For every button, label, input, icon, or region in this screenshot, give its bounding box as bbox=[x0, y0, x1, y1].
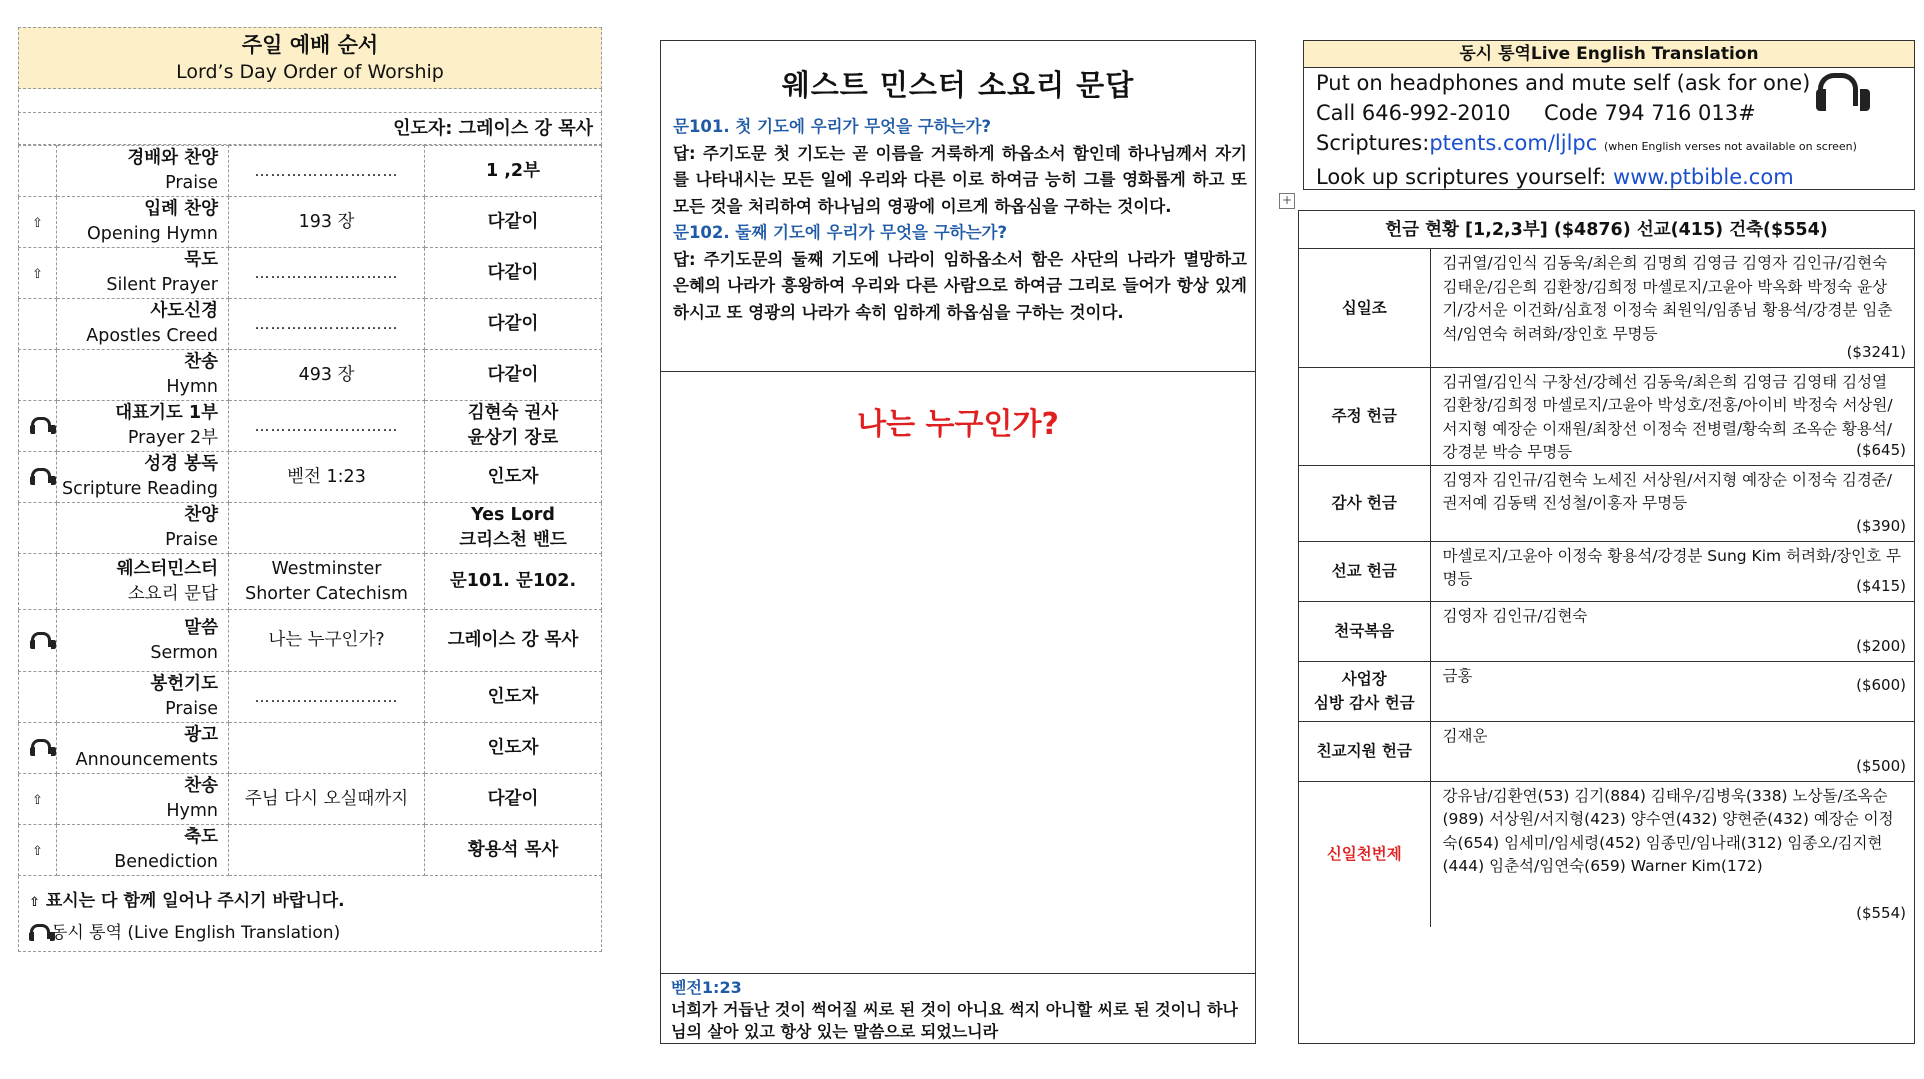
order-item-name: 웨스터민스터 소요리 문답 bbox=[57, 554, 229, 610]
order-icon-cell bbox=[19, 299, 57, 350]
catechism-qa bbox=[661, 104, 1255, 326]
order-item-name: 대표기도 1부 Prayer 2부 bbox=[57, 401, 229, 452]
order-row bbox=[19, 299, 602, 350]
offering-amount: ($600) bbox=[1856, 675, 1906, 694]
order-item-detail: 벧전 1:23 bbox=[229, 452, 425, 503]
order-item-name: 말씀 Sermon bbox=[57, 610, 229, 672]
offering-amount: ($500) bbox=[1856, 757, 1906, 775]
order-icon-cell bbox=[19, 197, 57, 248]
order-row bbox=[19, 774, 602, 825]
offering-names: 김영자 김인규/김현숙 ($200) bbox=[1430, 601, 1914, 661]
offering-row bbox=[1299, 465, 1914, 541]
order-row bbox=[19, 197, 602, 248]
order-icon-cell bbox=[19, 723, 57, 774]
order-icon-cell bbox=[19, 503, 57, 554]
offering-category: 십일조 bbox=[1299, 249, 1430, 367]
order-row bbox=[19, 503, 602, 554]
translation-call: Call 646-992-2010 Code 794 716 013# bbox=[1316, 101, 1756, 125]
order-item-leader: 다같이 bbox=[425, 774, 602, 825]
offering-amount: ($645) bbox=[1856, 441, 1906, 459]
table-move-handle-icon[interactable]: + bbox=[1279, 193, 1295, 209]
order-row bbox=[19, 825, 602, 876]
offering-header: 헌금 현황 [1,2,3부] ($4876) 선교(415) 건축($554) bbox=[1299, 211, 1914, 249]
offering-names: 김재운 ($500) bbox=[1430, 721, 1914, 781]
order-item-detail bbox=[229, 825, 425, 876]
order-item-leader: 다같이 bbox=[425, 350, 602, 401]
translation-box bbox=[1303, 40, 1915, 190]
question-102: 문102. 둘째 기도에 우리가 무엇을 구하는가? bbox=[673, 223, 1008, 242]
offering-category: 선교 헌금 bbox=[1299, 541, 1430, 601]
order-title-ko: 주일 예배 순서 bbox=[241, 33, 379, 57]
order-icon-cell bbox=[19, 610, 57, 672]
offering-category: 감사 헌금 bbox=[1299, 465, 1430, 541]
offering-row bbox=[1299, 721, 1914, 781]
offering-category: 주정 헌금 bbox=[1299, 367, 1430, 465]
order-of-worship-panel bbox=[18, 27, 602, 952]
headphones-icon bbox=[30, 417, 46, 435]
order-row bbox=[19, 554, 602, 610]
order-icon-cell bbox=[19, 774, 57, 825]
order-item-detail: ……………………… bbox=[229, 672, 425, 723]
order-table bbox=[18, 145, 602, 876]
sermon-title: 나는 누구인가? bbox=[857, 407, 1059, 442]
catechism-panel bbox=[660, 40, 1256, 1044]
translation-header: 동시 통역Live English Translation bbox=[1304, 41, 1914, 68]
order-row bbox=[19, 248, 602, 299]
order-icon-cell bbox=[19, 350, 57, 401]
stand-icon: ⇧ bbox=[29, 895, 40, 910]
verse-reference: 벧전1:23 bbox=[671, 978, 742, 997]
order-item-name: 사도신경 Apostles Creed bbox=[57, 299, 229, 350]
order-item-detail: ……………………… bbox=[229, 248, 425, 299]
offering-row bbox=[1299, 661, 1914, 721]
order-item-leader: 인도자 bbox=[425, 452, 602, 503]
catechism-title: 웨스트 민스터 소요리 문답 bbox=[781, 68, 1135, 102]
order-row bbox=[19, 672, 602, 723]
offering-row bbox=[1299, 601, 1914, 661]
order-item-leader: 그레이스 강 목사 bbox=[425, 610, 602, 672]
order-header bbox=[18, 27, 602, 89]
offering-table bbox=[1299, 249, 1914, 927]
order-item-detail: 193 장 bbox=[229, 197, 425, 248]
order-item-name: 입례 찬양 Opening Hymn bbox=[57, 197, 229, 248]
order-item-detail: 주님 다시 오실때까지 bbox=[229, 774, 425, 825]
order-item-leader: 인도자 bbox=[425, 723, 602, 774]
stand-icon: ⇧ bbox=[32, 844, 43, 859]
headphones-icon bbox=[29, 924, 45, 942]
headphones-icon bbox=[30, 739, 46, 757]
offering-row bbox=[1299, 781, 1914, 927]
order-row bbox=[19, 610, 602, 672]
order-item-name: 봉헌기도 Praise bbox=[57, 672, 229, 723]
order-item-detail: Westminster Shorter Catechism bbox=[229, 554, 425, 610]
question-101: 문101. 첫 기도에 우리가 무엇을 구하는가? bbox=[673, 117, 992, 136]
scriptures-link[interactable]: ptents.com/ljlpc bbox=[1429, 131, 1598, 155]
order-item-detail: ……………………… bbox=[229, 401, 425, 452]
order-item-name: 찬양 Praise bbox=[57, 503, 229, 554]
footnote-stand: ⇧ 표시는 다 함께 일어나 주시기 바랍니다. bbox=[29, 891, 345, 911]
order-icon-cell bbox=[19, 554, 57, 610]
order-row bbox=[19, 452, 602, 503]
offering-amount: ($200) bbox=[1856, 637, 1906, 655]
order-item-name: 찬송 Hymn bbox=[57, 774, 229, 825]
offering-row bbox=[1299, 541, 1914, 601]
order-item-detail: ……………………… bbox=[229, 146, 425, 197]
order-item-leader: 다같이 bbox=[425, 248, 602, 299]
translation-lookup: Look up scriptures yourself: www.ptbible.com bbox=[1316, 165, 1794, 189]
order-item-leader: 다같이 bbox=[425, 197, 602, 248]
order-item-name: 성경 봉독 Scripture Reading bbox=[57, 452, 229, 503]
offering-names: 강유남/김환연(53) 김기(884) 김태우/김병욱(338) 노상돌/조옥순(989) 서상원/서지형(423) 양수연(432) 양현준(432) 예장순 이정숙(654) 임세미/임세령(452) 임종민/임나래(312) 임종오/김지현(444) 임춘석/임연숙(659) Warner Kim(172) ($554) bbox=[1430, 781, 1914, 927]
order-item-leader: Yes Lord 크리스천 밴드 bbox=[425, 503, 602, 554]
headphones-icon bbox=[1816, 73, 1850, 111]
order-row bbox=[19, 146, 602, 197]
order-item-name: 경배와 찬양 Praise bbox=[57, 146, 229, 197]
order-item-detail: 나는 누구인가? bbox=[229, 610, 425, 672]
stand-icon: ⇧ bbox=[32, 216, 43, 231]
offering-row bbox=[1299, 367, 1914, 465]
order-item-detail bbox=[229, 503, 425, 554]
offering-category: 천국복음 bbox=[1299, 601, 1430, 661]
order-item-leader: 문101. 문102. bbox=[425, 554, 602, 610]
order-footnotes bbox=[18, 876, 602, 952]
order-item-leader: 다같이 bbox=[425, 299, 602, 350]
answer-102: 답: 주기도문의 둘째 기도에 나라이 임하옵소서 함은 사단의 나라가 멸망하고 은혜의 나라가 흥왕하여 우리와 다른 사람으로 하여금 그리로 들어가 항상 있게 하시고 또 영광의 나라가 속히 임하게 하옵심을 구하는 것이다. bbox=[673, 249, 1247, 322]
order-row bbox=[19, 350, 602, 401]
order-icon-cell bbox=[19, 401, 57, 452]
order-item-leader: 1 ,2부 bbox=[425, 146, 602, 197]
order-item-detail: 493 장 bbox=[229, 350, 425, 401]
offering-row bbox=[1299, 249, 1914, 367]
offering-names: 마셀로지/고윤아 이정숙 황용석/강경분 Sung Kim 허려화/장인호 무명등 ($415) bbox=[1430, 541, 1914, 601]
headphones-icon bbox=[30, 632, 46, 650]
worship-leader: 인도자: 그레이스 강 목사 bbox=[18, 113, 602, 145]
order-item-detail: ……………………… bbox=[229, 299, 425, 350]
order-item-leader: 인도자 bbox=[425, 672, 602, 723]
order-item-name: 광고 Announcements bbox=[57, 723, 229, 774]
order-title-en: Lord’s Day Order of Worship bbox=[176, 61, 444, 83]
order-icon-cell bbox=[19, 452, 57, 503]
order-item-name: 축도 Benediction bbox=[57, 825, 229, 876]
order-row bbox=[19, 401, 602, 452]
offering-panel bbox=[1298, 210, 1915, 1044]
ptbible-link[interactable]: www.ptbible.com bbox=[1613, 165, 1794, 189]
order-item-name: 묵도 Silent Prayer bbox=[57, 248, 229, 299]
offering-category: 신일천번제 bbox=[1299, 781, 1430, 927]
verse-text: 너희가 거듭난 것이 썩어질 씨로 된 것이 아니요 썩지 아니할 씨로 된 것이니 하나님의 살아 있고 항상 있는 말씀으로 되었느니라 bbox=[671, 1000, 1239, 1041]
translation-scriptures: Scriptures:ptents.com/ljlpc (when English verses not available on screen) bbox=[1316, 131, 1857, 155]
offering-names: 김귀열/김인식 구창선/강혜선 김동욱/최은희 김영금 김영태 김성열 김환창/김희정 마셀로지/고윤아 박성호/전홍/아이비 박정숙 서상원/서지형 예장순 이재원/최창선 이정숙 전병렬/황숙희 조옥순 황용석/강경분 박승 무명등 ($645) bbox=[1430, 367, 1914, 465]
offering-names: 김영자 김인규/김현숙 노세진 서상원/서지형 예장순 이정숙 김경준/권저예 김동택 진성철/이홍자 무명등 ($390) bbox=[1430, 465, 1914, 541]
order-item-leader: 황용석 목사 bbox=[425, 825, 602, 876]
order-icon-cell bbox=[19, 672, 57, 723]
order-icon-cell bbox=[19, 825, 57, 876]
headphones-icon bbox=[30, 468, 46, 486]
footnote-translation: 동시 통역 (Live English Translation) bbox=[29, 918, 601, 949]
order-item-leader: 김현숙 권사 윤상기 장로 bbox=[425, 401, 602, 452]
scripture-verse bbox=[671, 977, 1245, 1043]
offering-amount: ($554) bbox=[1856, 903, 1906, 922]
stand-icon: ⇧ bbox=[32, 267, 43, 282]
offering-names: 김귀열/김인식 김동욱/최은희 김명희 김영금 김영자 김인규/김현숙 김태운/김은희 김환창/김희정 마셀로지/고윤아 박옥화 박정숙 윤상기/강서운 이건화/심효정 이정숙 최원익/임종님 황용석/강경분 임춘석/임연숙 허려화/장인호 무명등 ($3241) bbox=[1430, 249, 1914, 367]
offering-category: 친교지원 헌금 bbox=[1299, 721, 1430, 781]
divider bbox=[661, 973, 1255, 974]
order-icon-cell bbox=[19, 248, 57, 299]
header-spacer bbox=[18, 89, 602, 113]
stand-icon: ⇧ bbox=[32, 793, 43, 808]
offering-category: 사업장 심방 감사 헌금 bbox=[1299, 661, 1430, 721]
order-item-name: 찬송 Hymn bbox=[57, 350, 229, 401]
offering-names: 금홍 ($600) bbox=[1430, 661, 1914, 721]
order-item-detail bbox=[229, 723, 425, 774]
divider bbox=[661, 371, 1255, 372]
offering-amount: ($3241) bbox=[1846, 343, 1906, 361]
order-row bbox=[19, 723, 602, 774]
translation-instructions: Put on headphones and mute self (ask for one) bbox=[1316, 71, 1811, 95]
answer-101: 답: 주기도문 첫 기도는 곧 이름을 거룩하게 하옵소서 함인데 하나님께서 자기를 나타내시는 모든 일에 우리와 다른 이로 하여금 능히 그를 영화롭게 하고 또 모든 것을 처리하여 하나님의 영광에 이르게 하옵심을 구하는 것이다. bbox=[673, 143, 1247, 216]
order-icon-cell bbox=[19, 146, 57, 197]
offering-amount: ($390) bbox=[1856, 517, 1906, 535]
offering-amount: ($415) bbox=[1856, 577, 1906, 595]
